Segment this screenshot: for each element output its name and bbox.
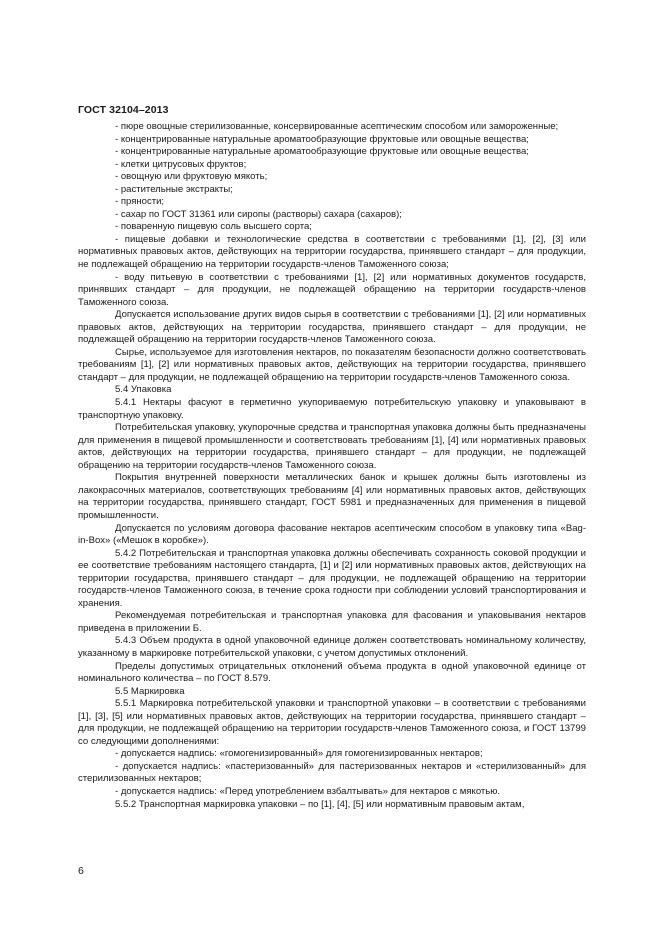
paragraph: - концентрированные натуральные ароматообразующие фруктовые или овощные вещества; <box>115 133 529 145</box>
page-number: 6 <box>78 865 84 877</box>
paragraph: Рекомендуемая потребительская и транспортная упаковка для фасования и упаковывания нектаров приведена в приложении Б. <box>78 610 586 634</box>
paragraph: Сырье, используемое для изготовления нектаров, по показателям безопасности должно соответствовать требованиям [1], [2] или нормативных правовых актов, действующих на территории государства, принявшего стандарт – для продукции, не подлежащей обращению на территории государств-членов Таможенного союза. <box>78 346 586 383</box>
paragraph: - концентрированные натуральные ароматообразующие фруктовые или овощные вещества; <box>115 146 529 158</box>
paragraph: - допускается надпись: «пастеризованный» для пастеризованных нектаров и «стерилизованный» для стерилизованных нектаров; <box>78 760 586 785</box>
paragraph: 5.5.2 Транспортная маркировка упаковки – по [1], [4], [5] или нормативным правовым актам, <box>115 798 525 810</box>
paragraph: 5.4.2 Потребительская и транспортная упаковка должны обеспечивать сохранность соковой продукции и ее соответствие требованиям настоящего стандарта, [1] и [2] или нормативных правовых актов, действующих на территории государства, принявшего стандарт – для продукции, не подлежащей обращению на территории государств-членов Таможенного союза, в течение срока годности при соблюдении условий транспортирования и хранения. <box>78 547 586 609</box>
paragraph: - допускается надпись: «Перед употреблением взбалтывать» для нектаров с мякотью. <box>115 785 501 797</box>
paragraph: - овощную или фруктовую мякоть; <box>115 171 268 183</box>
paragraph: Потребительская упаковку, укупорочные средства и транспортная упаковка должны быть предназначены для применения в пищевой промышленности и соответствовать требованиям [1], [4] или нормативных правовых актов, действующих на территории государства, принявшего стандарт – для продукции, не подлежащей обращению на территории государств-членов Таможенного союза. <box>78 422 586 471</box>
paragraph: - пищевые добавки и технологические средства в соответствии с требованиями [1], [2], [3] или нормативных правовых актов, действующих на территории государства, принявшего стандарт – для продукции, не подлежащей обращению на территории государств-членов Таможенного союза; <box>78 233 586 271</box>
paragraph: - растительные экстракты; <box>115 183 233 195</box>
paragraph: 5.4.1 Нектары фасуют в герметично укупориваемую потребительскую упаковку и упаковывают в транспортную упаковку. <box>78 397 586 421</box>
paragraph: Пределы допустимых отрицательных отклонений объема продукта в одной упаковочной единице от номинального количества – по ГОСТ 8.579. <box>78 660 586 685</box>
paragraph: - воду питьевую в соответствии с требованиями [1], [2] или нормативных документов государств, принявших стандарт – для продукции, не подлежащей обращению на территории государств-членов Таможенного союза. <box>78 271 586 308</box>
paragraph: - поваренную пищевую соль высшего сорта; <box>115 221 312 233</box>
paragraph: Допускается по условиям договора фасование нектаров асептическим способом в упаковку типа «Bag-in-Box» («Мешок в коробке»). <box>78 522 586 547</box>
paragraph: - пряности; <box>115 196 165 208</box>
paragraph: 5.4.3 Объем продукта в одной упаковочной единице должен соответствовать номинальному количеству, указанному в маркировке потребительской упаковки, с учетом допустимых отклонений. <box>78 635 586 659</box>
paragraph: - пюре овощные стерилизованные, консервированные асептическим способом или замороженные; <box>115 121 559 132</box>
paragraph: - клетки цитрусовых фруктов; <box>115 158 247 170</box>
paragraph: Допускается использование других видов сырья в соответствии с требованиями [1], [2] или нормативных правовых актов, действующих на территории государства, принявшего стандарт – для продукции, не подлежащей обращению на территории государств-членов Таможенного союза. <box>78 309 586 346</box>
document-body <box>78 121 586 811</box>
paragraph: - допускается надпись: «гомогенизированный» для гомогенизированных нектаров; <box>115 748 483 760</box>
section-heading: 5.5 Маркировка <box>115 685 185 697</box>
section-heading: 5.4 Упаковка <box>115 384 172 396</box>
paragraph: 5.5.1 Маркировка потребительской упаковки и транспортной упаковки – в соответствии с требованиями [1], [3], [5] или нормативных правовых актов, действующих на территории государства, принявшего стандарт – для продукции, не подлежащей обращению на территории государств-членов Таможенного союза, и ГОСТ 13799 со следующими дополнениями: <box>78 698 586 747</box>
paragraph: Покрытия внутренней поверхности металлических банок и крышек должны быть изготовлены из лакокрасочных материалов, соответствующих требованиям [4] или нормативных правовых актов, действующих на территории государства, принявшего стандарт, ГОСТ 5981 и предназначенных для применения в пищевой промышленности. <box>78 472 586 521</box>
paragraph: - сахар по ГОСТ 31361 или сиропы (растворы) сахара (сахаров); <box>115 208 402 220</box>
standard-title: ГОСТ 32104–2013 <box>78 104 169 116</box>
